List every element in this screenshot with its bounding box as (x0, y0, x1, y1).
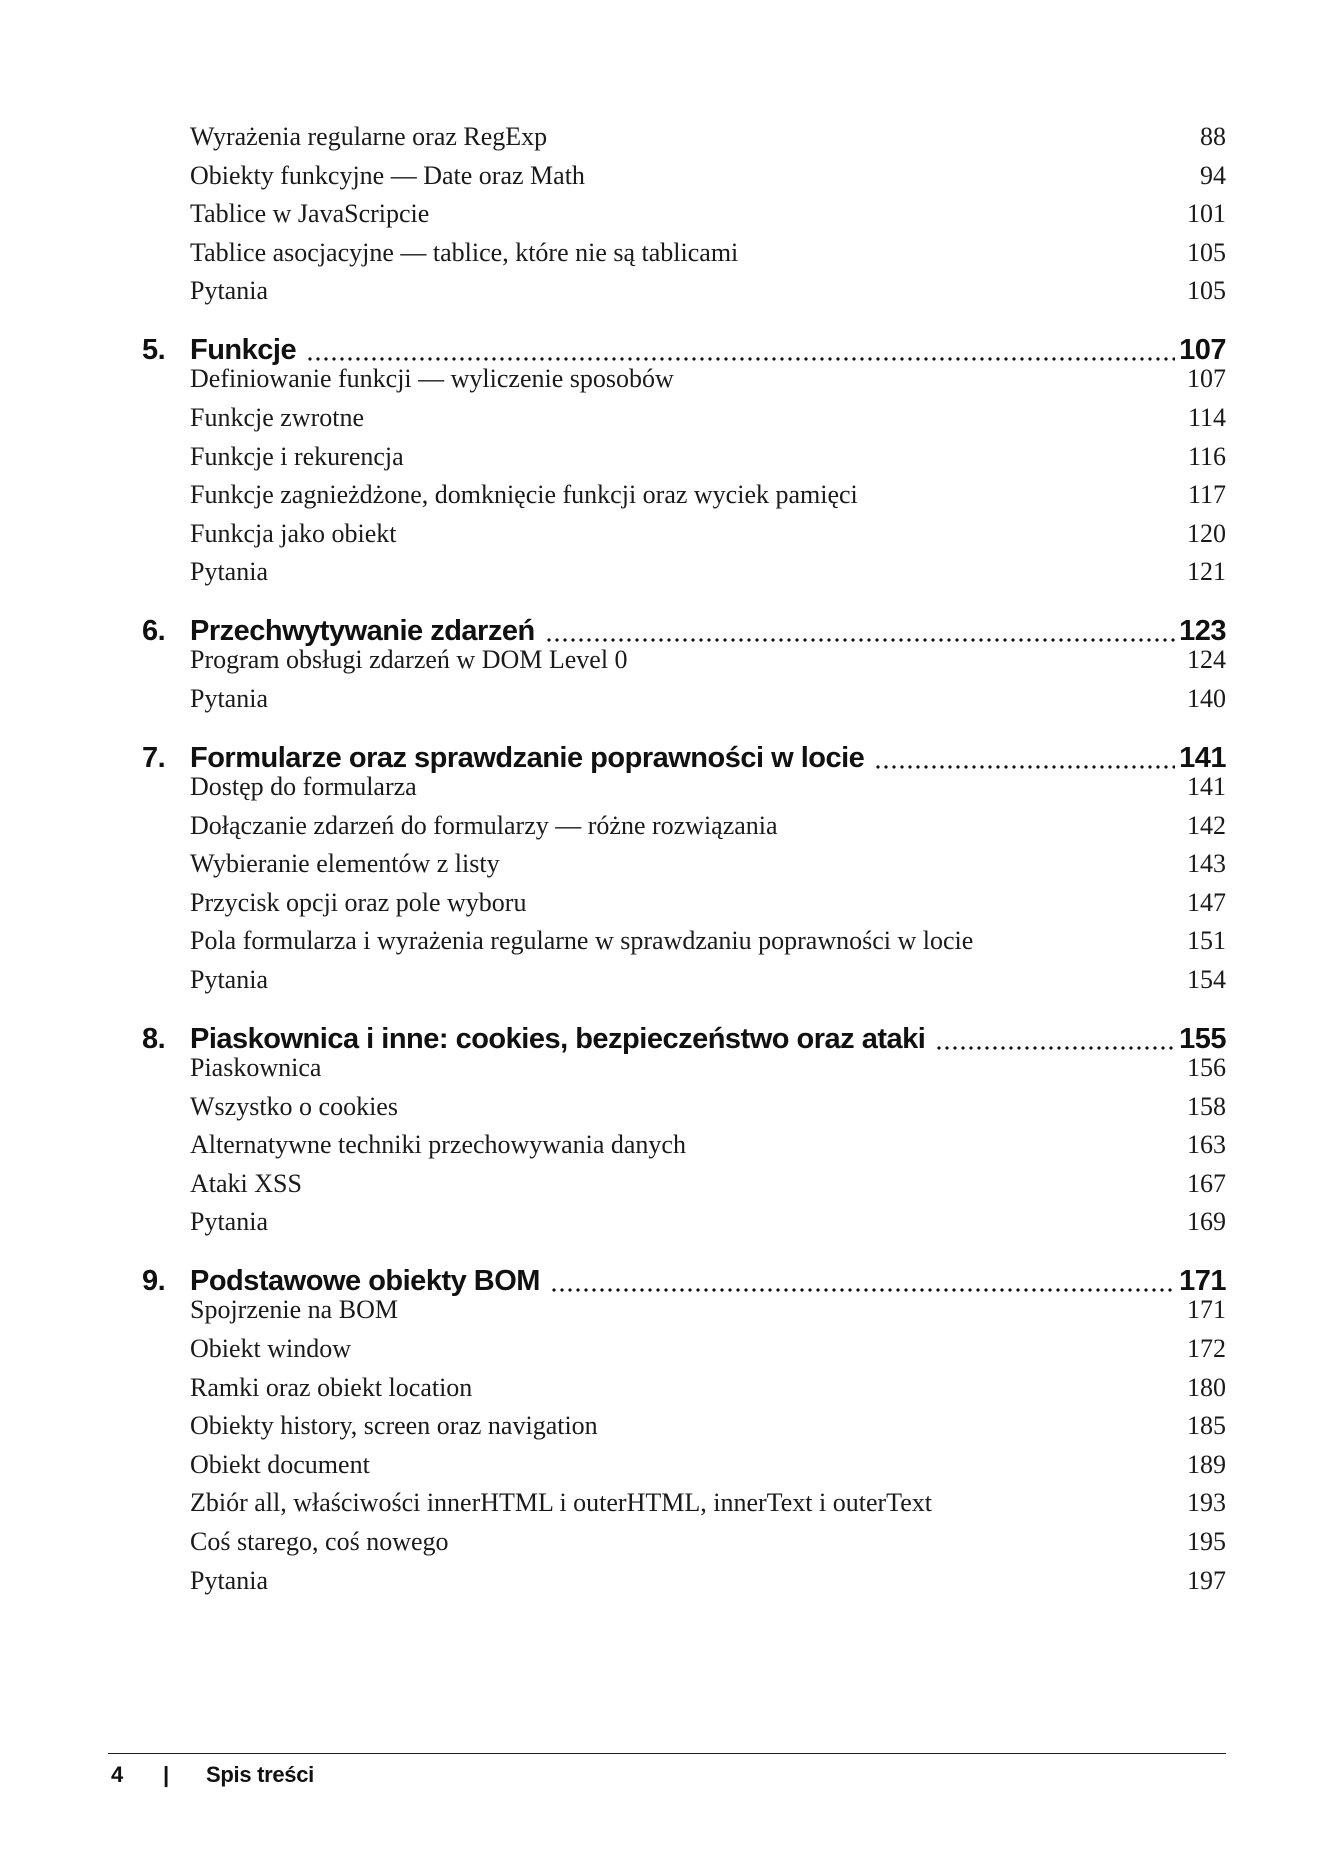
toc-entry-title: Piaskownica (190, 1053, 322, 1082)
chapter-page: 107 (1179, 334, 1226, 367)
chapter-page: 141 (1179, 742, 1226, 774)
toc-entry (190, 1448, 1226, 1482)
toc-entry-page: 143 (1187, 849, 1226, 879)
toc-entry-title: Alternatywne techniki przechowywania danych (190, 1130, 686, 1160)
toc-entry-title: Przycisk opcji oraz pole wyboru (190, 887, 527, 917)
toc-entry-page: 158 (1187, 1091, 1226, 1121)
toc-entry-page: 121 (1187, 557, 1226, 587)
chapter-title: Podstawowe obiekty BOM (190, 1265, 540, 1298)
toc-entry-title: Ramki oraz obiekt location (190, 1372, 473, 1402)
chapter-title: Formularze oraz sprawdzanie poprawności w locie (190, 742, 865, 774)
toc-entry-page: 101 (1187, 199, 1226, 229)
footer-section-title: Spis treści (206, 1762, 314, 1787)
toc-entry-title: Funkcja jako obiekt (190, 518, 397, 548)
chapter-number: 9. (142, 1265, 166, 1298)
toc-entry (190, 847, 1226, 881)
toc-entry-title: Pytania (190, 1207, 268, 1237)
toc-entry-page: 120 (1187, 518, 1226, 548)
toc-entry (190, 1486, 1226, 1520)
toc-entry-page: 151 (1187, 926, 1226, 956)
toc-entry (190, 809, 1226, 843)
toc-entry (190, 274, 1226, 308)
toc-entry-page: 94 (1200, 160, 1226, 190)
toc-entry (190, 1293, 1226, 1327)
toc-entry (190, 1090, 1226, 1124)
toc-entry-title: Pytania (190, 684, 268, 713)
toc-entry-title: Program obsługi zdarzeń w DOM Level 0 (190, 645, 628, 675)
toc-entry-title: Wyrażenia regularne oraz RegExp (190, 122, 548, 151)
toc-entry-page: 156 (1187, 1053, 1226, 1082)
toc-entry (190, 886, 1226, 920)
toc-entry (190, 1167, 1226, 1201)
toc-entry-page: 189 (1187, 1449, 1226, 1479)
toc-entry (190, 1564, 1226, 1598)
toc-entry-page: 142 (1187, 810, 1226, 840)
toc-entry-title: Ataki XSS (190, 1168, 302, 1198)
toc-entry (190, 1332, 1226, 1366)
toc-entry-page: 147 (1187, 887, 1226, 917)
toc-entry (190, 555, 1226, 589)
toc-entry-page: 169 (1187, 1207, 1226, 1237)
toc-entry-page: 140 (1187, 684, 1226, 713)
toc-entry-title: Funkcje i rekurencja (190, 441, 404, 471)
chapter-number: 7. (142, 742, 166, 774)
footer-rule (108, 1753, 1226, 1754)
toc-entry-page: 167 (1187, 1168, 1226, 1198)
toc-entry-page: 185 (1187, 1411, 1226, 1441)
toc-entry-page: 195 (1187, 1527, 1226, 1556)
toc-entry (190, 1051, 1226, 1085)
toc-entry-page: 105 (1187, 276, 1226, 306)
toc-entry-title: Funkcje zagnieżdżone, domknięcie funkcji oraz wyciek pamięci (190, 480, 858, 510)
toc-entry (190, 1409, 1226, 1443)
toc-entry-title: Pytania (190, 557, 268, 587)
chapter-page: 123 (1179, 615, 1226, 648)
toc-entry (190, 517, 1226, 551)
toc-entry-title: Obiekt window (190, 1334, 352, 1363)
toc-entry-title: Wybieranie elementów z listy (190, 849, 500, 879)
toc-entry-title: Coś starego, coś nowego (190, 1527, 449, 1556)
toc-entry-page: 154 (1187, 965, 1226, 994)
toc-entry-title: Obiekty history, screen oraz navigation (190, 1411, 598, 1441)
toc-entry-page: 197 (1187, 1565, 1226, 1595)
chapter-number: 8. (142, 1023, 166, 1055)
toc-entry (190, 643, 1226, 677)
toc-entry-title: Obiekt document (190, 1449, 370, 1479)
toc-entry-title: Dostęp do formularza (190, 772, 417, 801)
toc-entry (190, 159, 1226, 193)
toc-entry-title: Pola formularza i wyrażenia regularne w sprawdzaniu poprawności w locie (190, 926, 974, 956)
toc-entry-title: Pytania (190, 276, 268, 306)
toc-entry-title: Tablice w JavaScripcie (190, 199, 430, 229)
chapter-number: 6. (142, 615, 166, 648)
toc-entry-page: 88 (1200, 122, 1226, 151)
toc-entry (190, 478, 1226, 512)
toc-entry-page: 117 (1187, 480, 1226, 510)
toc-entry-page: 193 (1187, 1488, 1226, 1518)
toc-entry-page: 124 (1187, 645, 1226, 675)
toc-entry-page: 180 (1187, 1372, 1226, 1402)
toc-entry-title: Spojrzenie na BOM (190, 1295, 398, 1325)
toc-entry (190, 1128, 1226, 1162)
chapter-number: 5. (142, 334, 166, 367)
toc-entry-title: Tablice asocjacyjne — tablice, które nie są tablicami (190, 237, 739, 267)
toc-entry-title: Wszystko o cookies (190, 1091, 398, 1121)
toc-entry-page: 171 (1187, 1295, 1226, 1325)
toc-entry-title: Definiowanie funkcji — wyliczenie sposobów (190, 364, 674, 394)
toc-entry (190, 362, 1226, 396)
toc-entry (190, 236, 1226, 270)
chapter-title: Funkcje (190, 334, 297, 367)
toc-entry (190, 120, 1226, 154)
toc-entry-page: 163 (1187, 1130, 1226, 1160)
toc-entry (190, 924, 1226, 958)
toc-entry (190, 1371, 1226, 1405)
toc-entry-page: 107 (1187, 364, 1226, 394)
toc-entry-title: Funkcje zwrotne (190, 403, 365, 432)
toc-entry (190, 770, 1226, 804)
toc-entry (190, 440, 1226, 474)
toc-entry-page: 172 (1187, 1334, 1226, 1363)
toc-entry (190, 401, 1226, 435)
toc-entry (190, 682, 1226, 716)
chapter-page: 171 (1179, 1265, 1226, 1298)
chapter-page: 155 (1179, 1023, 1226, 1055)
chapter-title: Piaskownica i inne: cookies, bezpieczeństwo oraz ataki (190, 1023, 926, 1055)
toc-entry-page: 116 (1187, 441, 1226, 471)
toc-entry-title: Obiekty funkcyjne — Date oraz Math (190, 160, 585, 190)
toc-entry (190, 963, 1226, 997)
toc-entry (190, 197, 1226, 231)
toc-entry-title: Pytania (190, 965, 268, 994)
toc-entry-title: Zbiór all, właściwości innerHTML i outerHTML, innerText i outerText (190, 1488, 932, 1518)
toc-entry-page: 141 (1187, 772, 1226, 801)
toc-entry (190, 1525, 1226, 1559)
toc-entry-page: 114 (1187, 403, 1226, 432)
toc-entry-title: Pytania (190, 1565, 268, 1595)
toc-entry (190, 1205, 1226, 1239)
footer-separator: | (163, 1762, 169, 1787)
toc-entry-page: 105 (1187, 237, 1226, 267)
footer-page-number: 4 (111, 1762, 123, 1787)
toc-entry-title: Dołączanie zdarzeń do formularzy — różne rozwiązania (190, 810, 778, 840)
chapter-title: Przechwytywanie zdarzeń (190, 615, 535, 648)
